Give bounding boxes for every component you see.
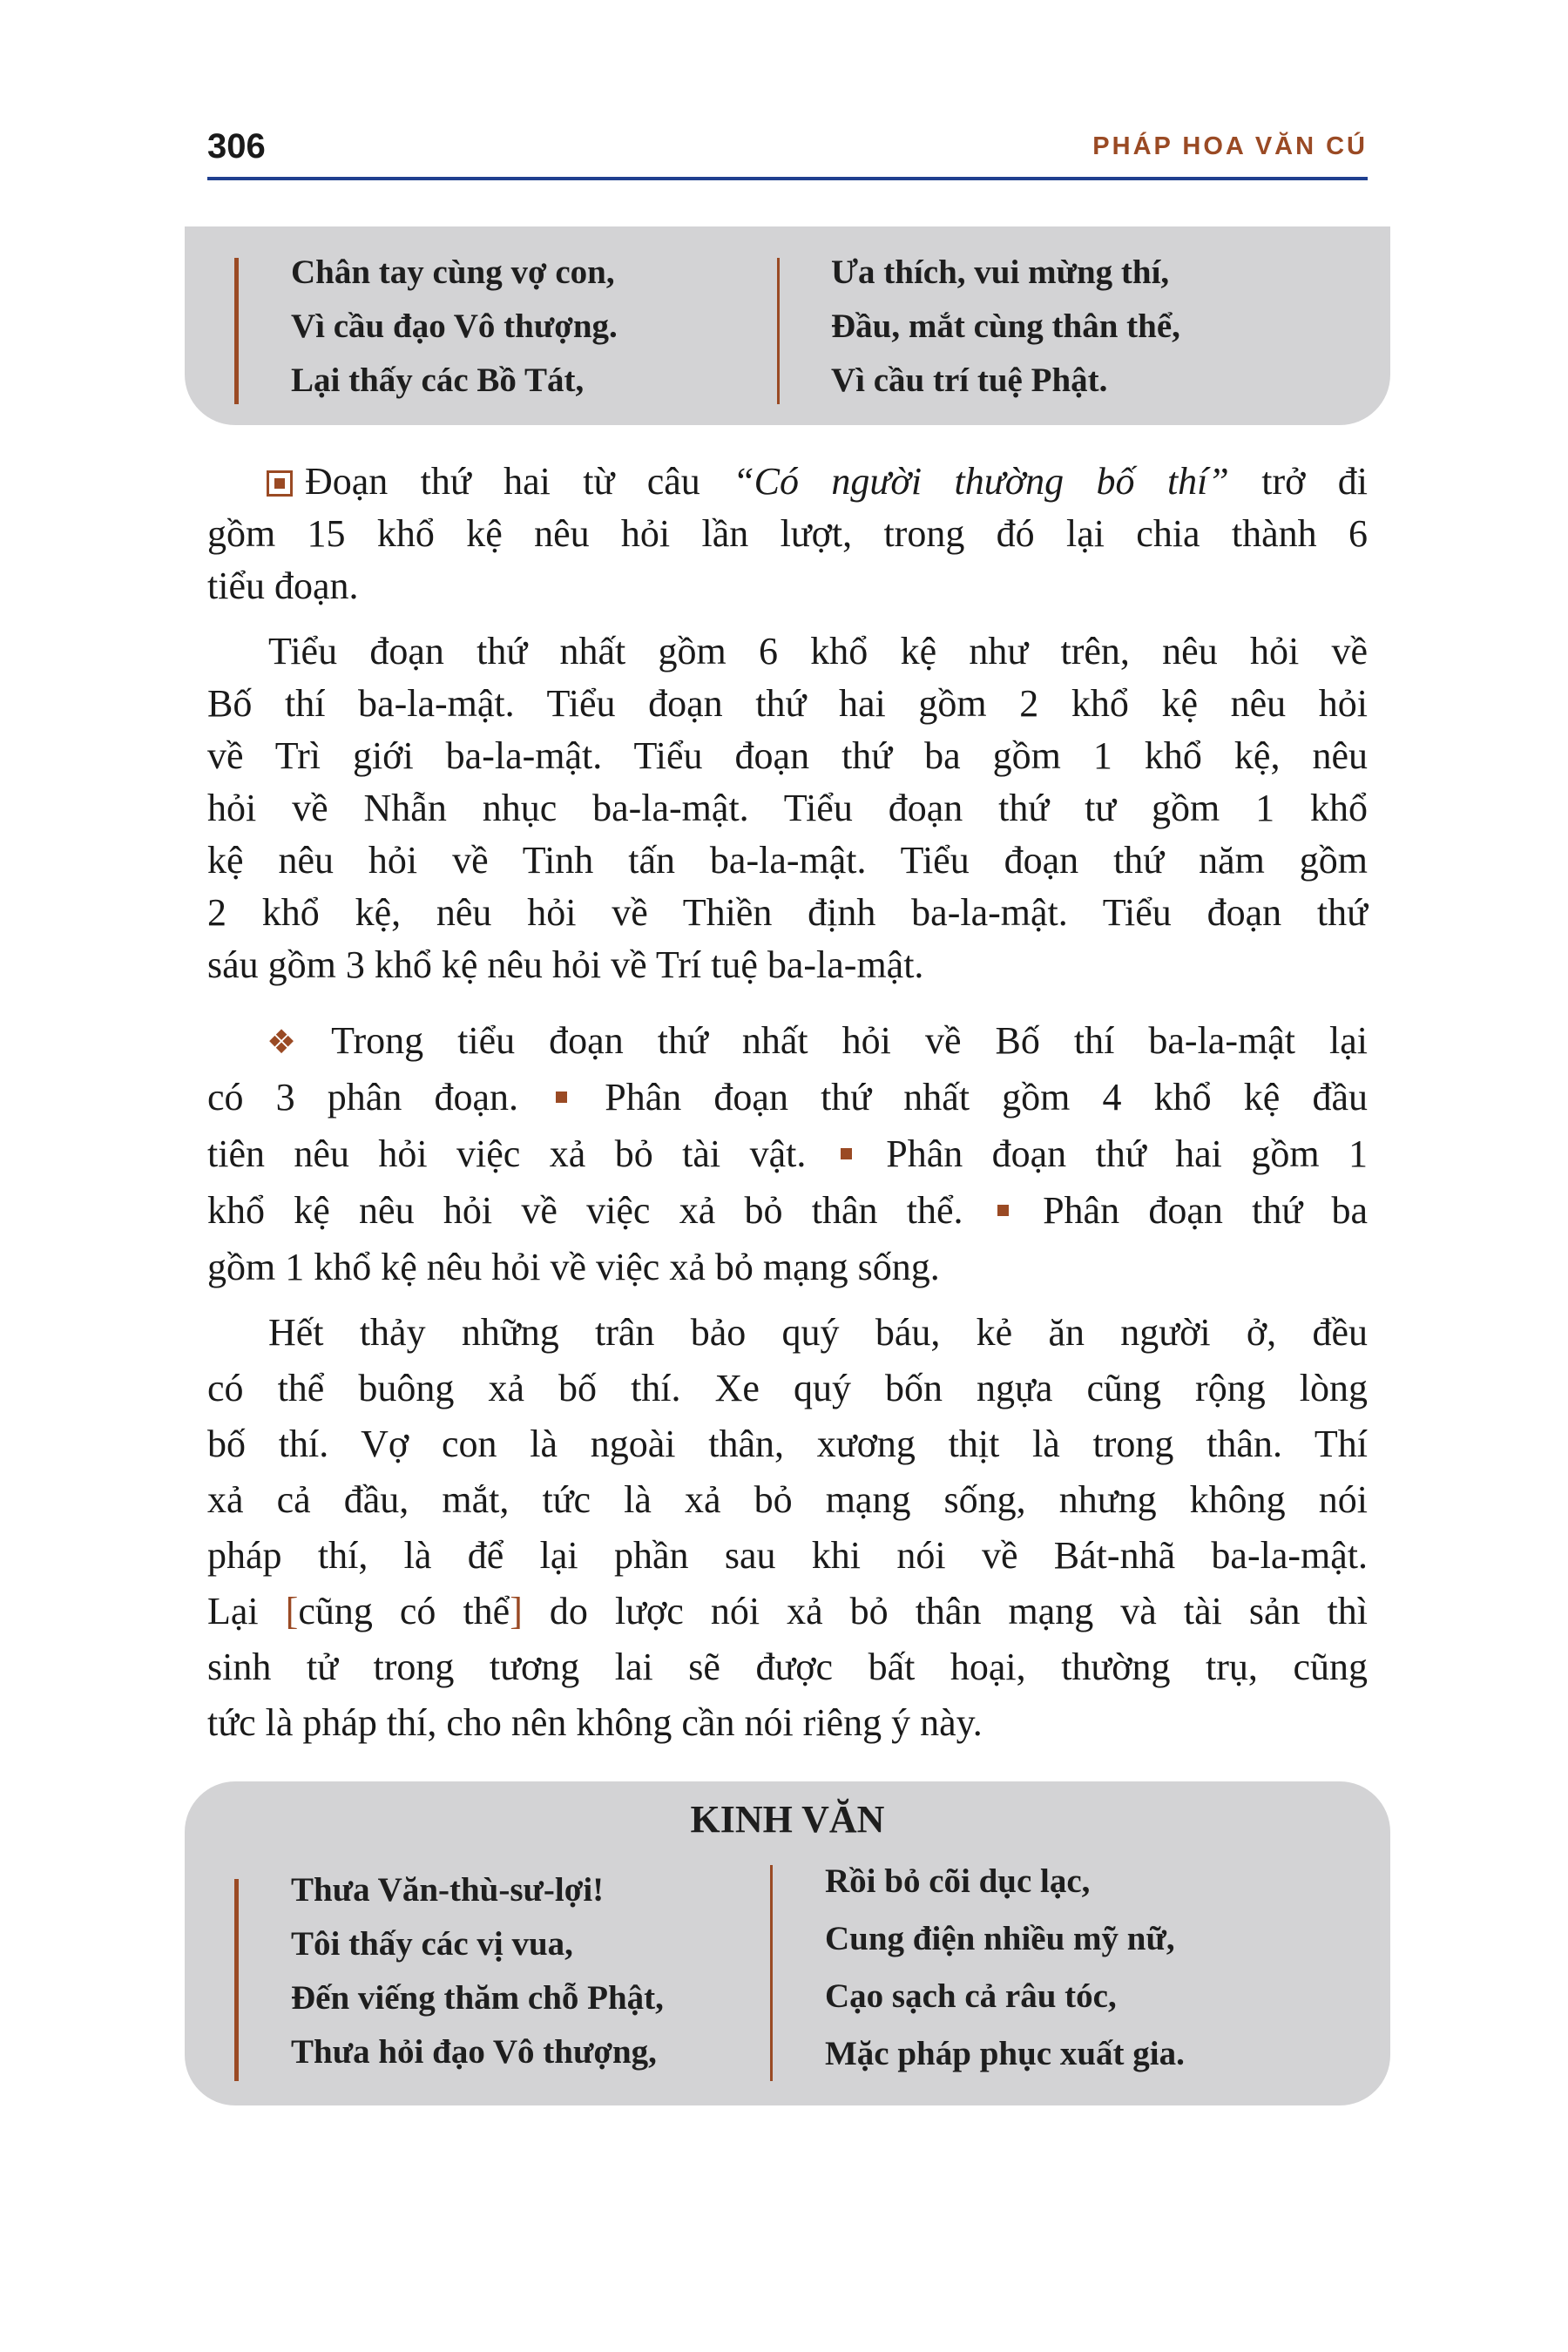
section-title: KINH VĂN [690,1798,885,1841]
verse-line: Chân tay cùng vợ con, [291,253,615,291]
para3-line: có 3 phân đoạn. Phân đoạn thứ nhất gồm 4 khổ kệ đầu [207,1076,1369,1119]
para4-line: pháp thí, là để lại phần sau khi nói về Bát-nhã ba-la-mật. [207,1534,1368,1577]
para4-line: Lại [cũng có thể] do lược nói xả bỏ thân mạng và tài sản thì [207,1590,1368,1632]
para4-line: bố thí. Vợ con là ngoài thân, xương thịt là trong thân. Thí [207,1423,1368,1465]
para2-line: Tiểu đoạn thứ nhất gồm 6 khổ kệ như trên, nêu hỏi về [268,630,1368,672]
header-rule [207,177,1368,180]
verse-box-top [185,226,1390,425]
para2-line: Bố thí ba-la-mật. Tiểu đoạn thứ hai gồm 2 khổ kệ nêu hỏi [207,682,1368,725]
para3-line: ❖ Trong tiểu đoạn thứ nhất hỏi về Bố thí ba-la-mật lại [267,1019,1368,1062]
verse-line: Đầu, mắt cùng thân thể, [831,308,1180,345]
verse-line: Thưa hỏi đạo Vô thượng, [291,2033,657,2071]
verse-divider [777,258,780,404]
para4-line: xả cả đầu, mắt, tức là xả bỏ mạng sống, nhưng không nói [207,1478,1368,1521]
verse-line: Cung điện nhiều mỹ nữ, [825,1920,1175,1957]
page-number: 306 [207,127,266,166]
para3-line: gồm 1 khổ kệ nêu hỏi về việc xả bỏ mạng sống. [207,1246,940,1288]
diamond-bullet-icon: ❖ [267,1023,321,1061]
verse-line: Rồi bỏ cõi dục lạc, [825,1862,1091,1900]
para1-line: tiểu đoạn. [207,564,359,607]
para2-line: kệ nêu hỏi về Tinh tấn ba-la-mật. Tiểu đoạn thứ năm gồm [207,839,1368,882]
verse-line: Tôi thấy các vị vua, [291,1925,573,1963]
page-header [207,122,1368,181]
para4-line: Hết thảy những trân bảo quý báu, kẻ ăn người ở, đều [268,1311,1368,1354]
para4-line: có thể buông xả bố thí. Xe quý bốn ngựa cũng rộng lòng [207,1367,1368,1409]
square-bullet-icon [997,1205,1009,1216]
para2-line: 2 khổ kệ, nêu hỏi về Thiền định ba-la-mật. Tiểu đoạn thứ [207,891,1368,934]
square-bullet-icon [267,470,293,497]
para1-line: gồm 15 khổ kệ nêu hỏi lần lượt, trong đó lại chia thành 6 [207,512,1368,555]
verse-box-kinh-van [185,1781,1390,2105]
square-bullet-icon [841,1148,852,1159]
para3-line: khổ kệ nêu hỏi về việc xả bỏ thân thể. Phân đoạn thứ ba [207,1189,1368,1232]
para3-line: tiên nêu hỏi việc xả bỏ tài vật. Phân đoạn thứ hai gồm 1 [207,1132,1368,1175]
verse-line: Ưa thích, vui mừng thí, [831,253,1170,291]
verse-line: Vì cầu trí tuệ Phật. [831,362,1108,399]
para2-line: sáu gồm 3 khổ kệ nêu hỏi về Trí tuệ ba-la-mật. [207,943,924,986]
verse-line: Vì cầu đạo Vô thượng. [291,308,618,345]
verse-line: Mặc pháp phục xuất gia. [825,2035,1185,2072]
verse-line: Cạo sạch cả râu tóc, [825,1977,1117,2015]
para1-line: Đoạn thứ hai từ câu “Có người thường bố thí” trở đi [267,456,1368,508]
verse-divider [234,258,239,404]
para2-line: về Trì giới ba-la-mật. Tiểu đoạn thứ ba gồm 1 khổ kệ, nêu [207,734,1368,777]
running-title: PHÁP HOA VĂN CÚ [1092,132,1368,160]
verse-line: Thưa Văn-thù-sư-lợi! [291,1871,605,1909]
verse-divider [234,1879,239,2081]
para4-line: sinh tử trong tương lai sẽ được bất hoại, thường trụ, cũng [207,1646,1368,1688]
verse-line: Lại thấy các Bồ Tát, [291,362,585,399]
para2-line: hỏi về Nhẫn nhục ba-la-mật. Tiểu đoạn thứ tư gồm 1 khổ [207,787,1368,829]
para4-line: tức là pháp thí, cho nên không cần nói riêng ý này. [207,1701,983,1744]
verse-divider [770,1865,773,2081]
verse-line: Đến viếng thăm chỗ Phật, [291,1979,664,2017]
square-bullet-icon [556,1092,567,1103]
